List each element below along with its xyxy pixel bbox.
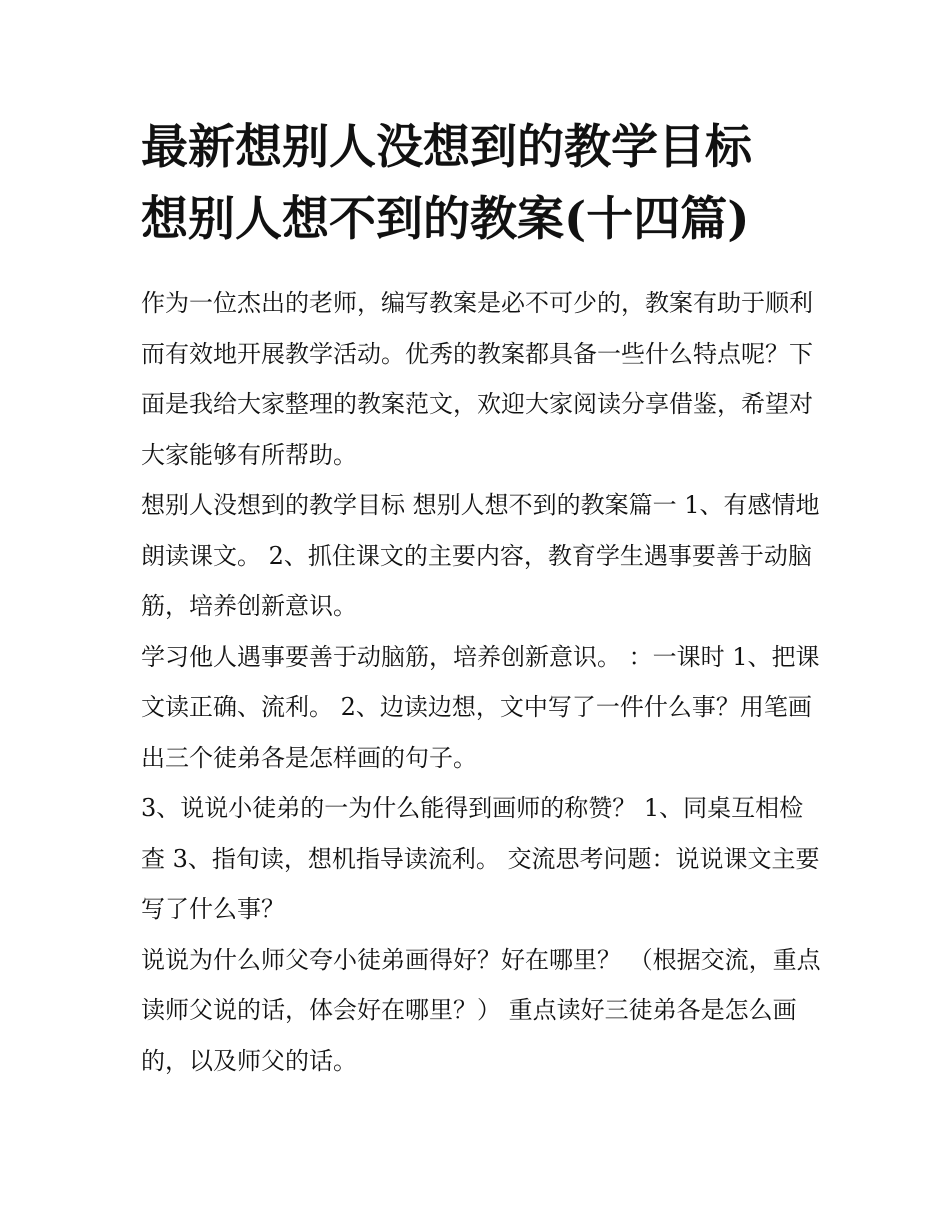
title-line-1: 最新想别人没想到的教学目标 [141, 120, 752, 175]
lesson-steps-paragraph: 学习他人遇事要善于动脑筋，培养创新意识。 ：一课时 1、把课文读正确、流利。 2、边读边想，文中写了一件什么事？用笔画出三个徒弟各是怎样画的句子。 [141, 642, 820, 772]
document-content [141, 112, 821, 1086]
intro-paragraph: 作为一位杰出的老师，编写教案是必不可少的，教案有助于顺利而有效地开展教学活动。优秀的教案都具备一些什么特点呢？下面是我给大家整理的教案范文，欢迎大家阅读分享借鉴，希望对大家能够有所帮助。 [141, 289, 813, 469]
discussion-paragraph: 3、说说小徒弟的一为什么能得到画师的称赞？ 1、同桌互相检查 3、指旬读，想机指导读流利。 交流思考问题：说说课文主要写了什么事？ [141, 794, 820, 923]
section-one-objectives: 想别人没想到的教学目标 想别人想不到的教案篇一 1、有感情地朗读课文。 2、抓住课文的主要内容，教育学生遇事要善于动脑筋，培养创新意识。 [141, 491, 820, 620]
reading-focus-paragraph: 说说为什么师父夸小徒弟画得好？好在哪里？ （根据交流，重点读师父说的话，体会好在哪里？） 重点读好三徒弟各是怎么画的，以及师父的话。 [141, 945, 821, 1075]
document-title [141, 112, 821, 256]
title-line-2: 想别人想不到的教案(十四篇) [141, 192, 750, 247]
